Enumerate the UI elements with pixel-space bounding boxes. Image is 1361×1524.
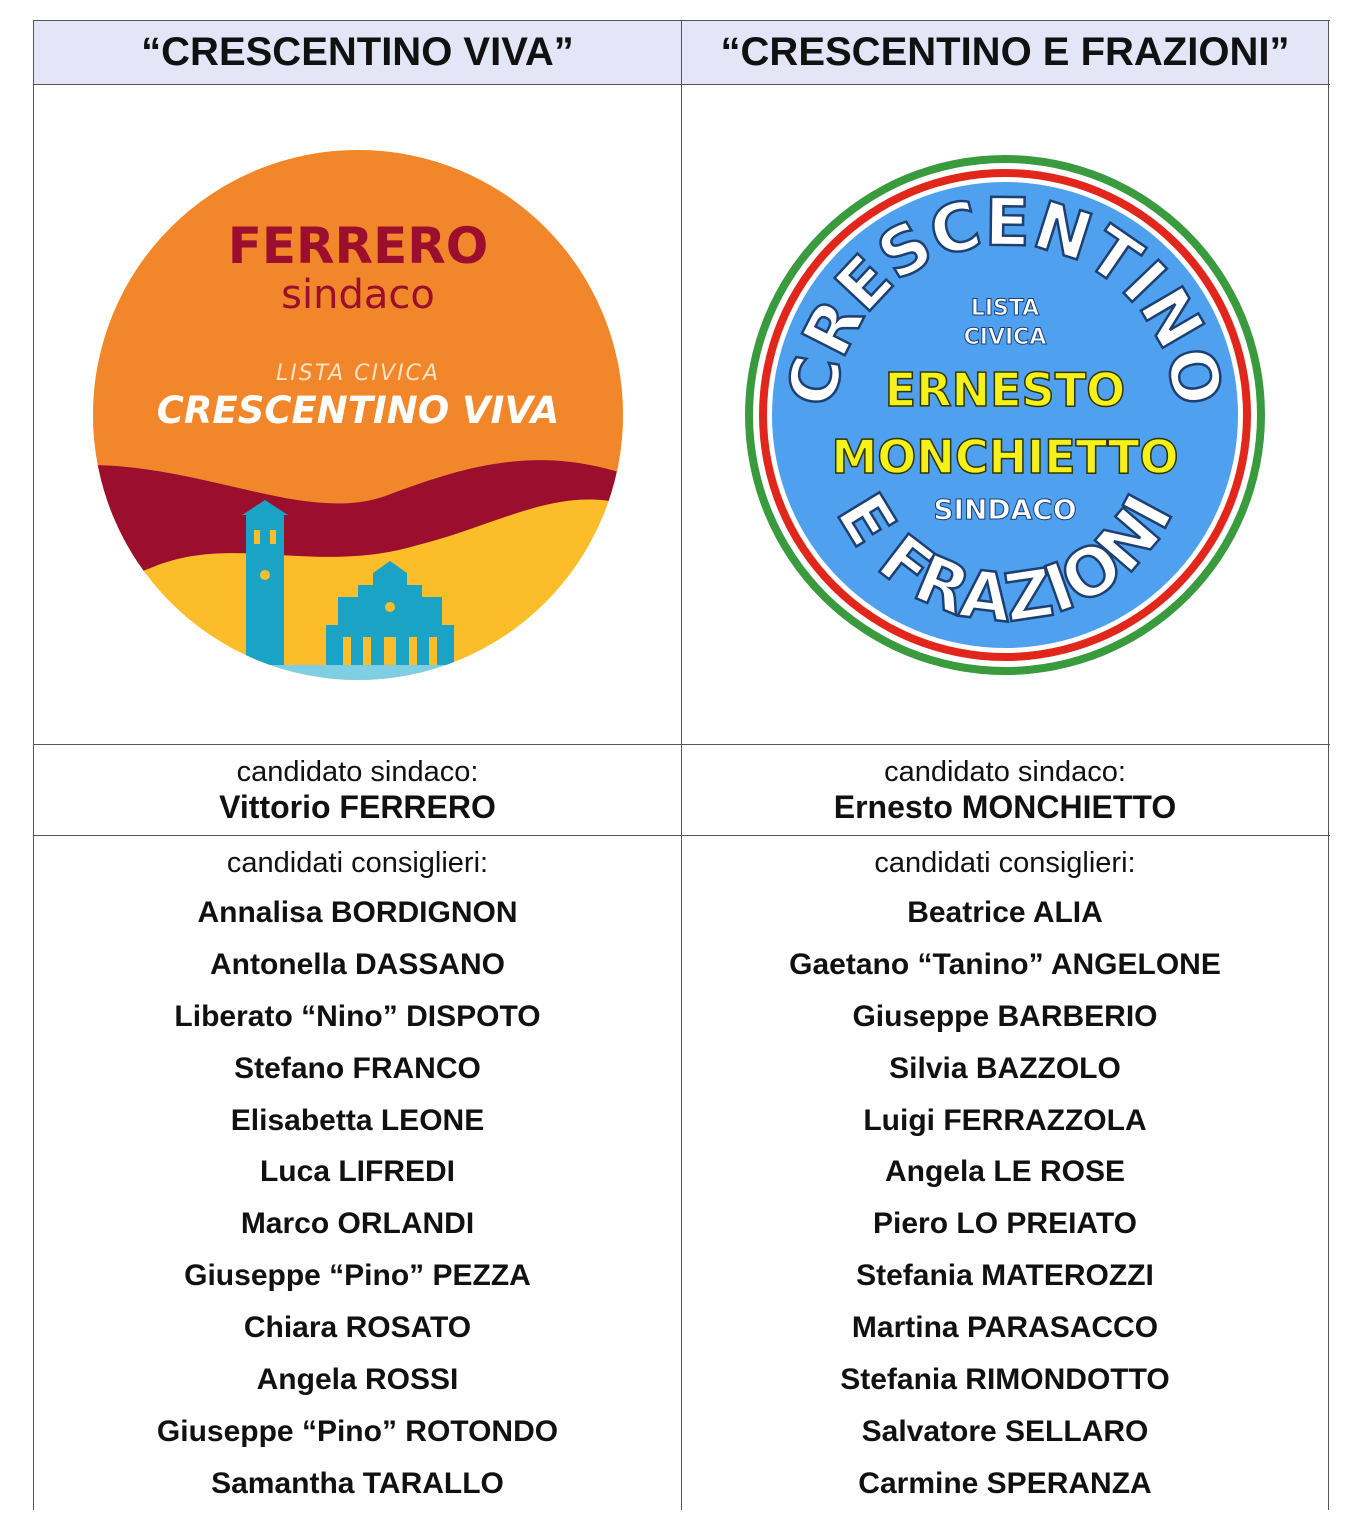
logo-ferrero-text: FERRERO xyxy=(227,216,488,275)
list-item: Samantha TARALLO xyxy=(211,1466,504,1500)
logo-crescentino-viva-text: CRESCENTINO VIVA xyxy=(156,388,559,432)
list-item: Angela ROSSI xyxy=(256,1363,459,1397)
list-item: Antonella DASSANO xyxy=(209,947,506,981)
list-item: Luca LIFREDI xyxy=(259,1155,455,1189)
list-item: Giuseppe BARBERIO xyxy=(852,999,1158,1033)
list-item: Salvatore SELLARO xyxy=(861,1414,1149,1448)
list-item: Stefano FRANCO xyxy=(234,1051,481,1085)
mayor-name: Vittorio FERRERO xyxy=(219,789,496,825)
mayor-label: candidato sindaco: xyxy=(236,756,479,788)
mayor-name: Ernesto MONCHIETTO xyxy=(833,789,1177,825)
list-header-crescentino-viva: “CRESCENTINO VIVA” xyxy=(141,30,574,74)
mayor-label: candidato sindaco: xyxy=(884,756,1126,788)
bell-tower-icon xyxy=(242,500,288,665)
logo-arc-frazioni-text: E FRAZIONI xyxy=(821,479,1188,638)
logo-cell-right xyxy=(682,85,1328,744)
logo-sindaco-text: SINDACO xyxy=(933,492,1077,526)
list-item: Giuseppe “Pino” ROTONDO xyxy=(156,1414,559,1448)
mayor-candidate-right xyxy=(682,745,1328,835)
logo-monchietto-text: MONCHIETTO xyxy=(831,429,1179,484)
list-item: Stefania RIMONDOTTO xyxy=(840,1363,1170,1397)
logo-sindaco-text: sindaco xyxy=(280,271,435,318)
logo-cell-left xyxy=(34,85,681,744)
list-header-crescentino-e-frazioni: “CRESCENTINO E FRAZIONI” xyxy=(720,30,1290,74)
list-item: Gaetano “Tanino” ANGELONE xyxy=(789,947,1221,981)
logo-lista-text: LISTA xyxy=(970,295,1040,321)
list-item: Giuseppe “Pino” PEZZA xyxy=(184,1259,531,1293)
list-item: Angela LE ROSE xyxy=(884,1155,1126,1189)
list-item: Silvia BAZZOLO xyxy=(889,1051,1121,1085)
list-item: Martina PARASACCO xyxy=(851,1311,1159,1345)
crescentino-viva-logo xyxy=(88,145,628,685)
list-item: Marco ORLANDI xyxy=(240,1207,475,1241)
list-item: Elisabetta LEONE xyxy=(230,1103,485,1137)
list-item: Annalisa BORDIGNON xyxy=(197,896,518,929)
councillors-right xyxy=(682,836,1328,1519)
councillors-left xyxy=(34,836,681,1519)
logo-ernesto-text: ERNESTO xyxy=(884,362,1126,417)
councillor-list xyxy=(34,896,681,1519)
councillor-list xyxy=(682,896,1328,1519)
list-item: Beatrice ALIA xyxy=(907,896,1103,929)
mayor-candidate-left xyxy=(34,745,681,835)
logo-arc-crescentino-text: CRESCENTINO xyxy=(773,183,1237,412)
logo-civica-text: CIVICA xyxy=(963,324,1047,350)
councillors-label: candidati consiglieri: xyxy=(874,847,1136,879)
list-item: Chiara ROSATO xyxy=(243,1311,472,1345)
list-item: Luigi FERRAZZOLA xyxy=(863,1103,1147,1137)
councillors-label: candidati consiglieri: xyxy=(226,847,489,879)
list-item: Carmine SPERANZA xyxy=(858,1466,1152,1500)
crescentino-e-frazioni-logo xyxy=(740,150,1270,680)
table-border-right xyxy=(1328,20,1329,1510)
list-item: Liberato “Nino” DISPOTO xyxy=(174,999,541,1033)
list-item: Piero LO PREIATO xyxy=(873,1207,1137,1241)
logo-lista-civica-text: LISTA CIVICA xyxy=(275,360,440,386)
list-item: Stefania MATEROZZI xyxy=(856,1259,1154,1293)
